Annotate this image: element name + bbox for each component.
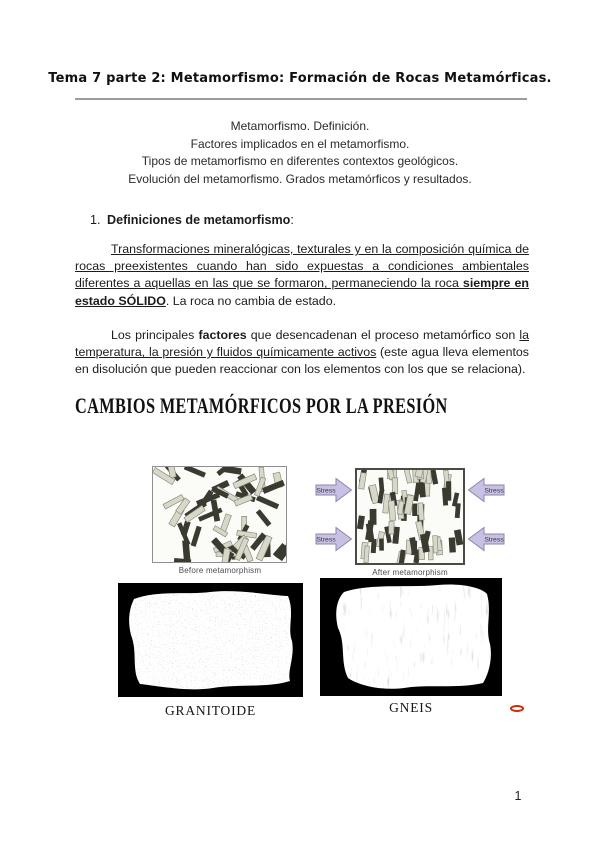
title-divider [75,98,527,100]
stress-label: Stress [484,487,504,495]
intro-block [0,118,600,188]
gneis-rock-image [320,578,502,696]
intro-line: Metamorfismo. Definición. [230,119,370,133]
intro-line: Evolución del metamorfismo. Grados metamórficos y resultados. [128,171,472,186]
section-number: 1. [90,213,101,227]
intro-line: Tipos de metamorfismo en diferentes contextos geológicos. [141,154,459,169]
before-metamorphism-diagram [152,466,287,563]
gneis-label: GNEIS [389,700,433,715]
factors-underlined-text: la temperatura, la presión y fluidos químicamente activos [75,328,529,360]
aligned-crystals-image [357,470,463,563]
gneis-photo [320,578,502,696]
stress-arrow-right-bottom-icon [467,526,505,552]
pressure-changes-heading: CAMBIOS METAMÓRFICOS POR LA PRESIÓN [75,393,448,418]
red-oval-annotation-icon [510,705,524,712]
factors-mid-text: que desencadenan el proceso metamórfico son [246,328,520,342]
stress-label: Stress [484,536,504,544]
stress-arrow-right-top-icon [467,477,505,503]
stress-arrow-left-bottom-icon [315,526,353,552]
granitoide-rock-image [118,583,303,697]
random-crystals-image [153,467,286,562]
factors-lead-text: Los principales [111,328,199,342]
factors-paragraph [75,327,529,379]
definition-plain-text: . La roca no cambia de estado. [165,293,337,308]
stress-arrow-left-top-icon [315,477,353,503]
section-1-heading [90,213,294,227]
after-caption: After metamorphism [372,568,448,577]
stress-label: Stress [316,536,336,544]
factors-tail-text: (este agua lleva elementos en disolución que pueden reaccionar con los elementos con los que se relaciona). [75,345,529,377]
section-heading-text: Definiciones de metamorfismo [107,213,291,227]
intro-line: Factores implicados en el metamorfismo. [190,136,410,151]
definition-underlined-text: Transformaciones mineralógicas, texturales y en la composición química de rocas preexistentes cuando han sido expuestas a condiciones ambientales diferentes a aquellas en las que se formaron, permaneciendo la roca [75,242,529,291]
definition-bold-underlined-text: siempre en estado SÓLIDO [75,276,529,308]
factors-bold-text: factores [198,328,247,342]
granitoide-photo [118,583,303,697]
granitoide-label: GRANITOIDE [165,703,256,718]
document-title: Tema 7 parte 2: Metamorfismo: Formación de Rocas Metamórficas. [48,71,552,86]
after-metamorphism-diagram [355,468,465,565]
stress-label: Stress [316,487,336,495]
section-heading-colon: : [290,213,294,227]
definition-paragraph [75,241,529,310]
page-number: 1 [514,789,522,803]
before-caption: Before metamorphism [178,566,262,575]
